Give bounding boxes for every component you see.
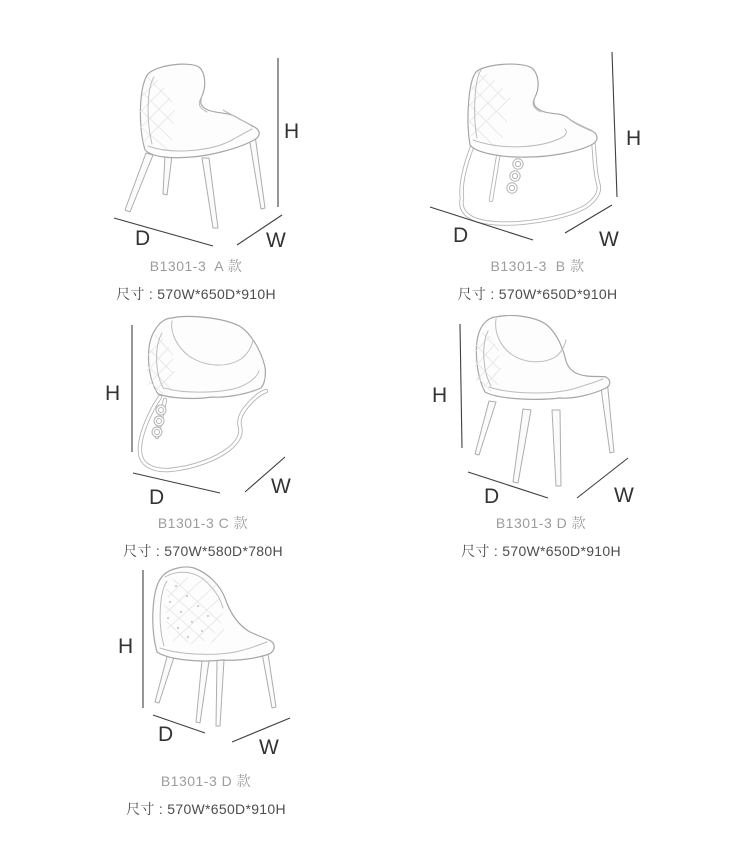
product-size: 尺寸 : 570W*650D*910H	[457, 286, 618, 302]
height-label: H	[105, 382, 121, 405]
depth-dim-line	[468, 472, 548, 498]
product-cell-a	[60, 38, 340, 304]
product-size: 尺寸 : 570W*650D*910H	[126, 801, 286, 817]
depth-label: D	[135, 227, 151, 250]
height-dim-line	[612, 52, 617, 197]
ring-ornament	[507, 159, 523, 193]
product-cell-b	[415, 20, 695, 304]
product-code: B1301-3 D 款	[160, 773, 252, 789]
product-size: 尺寸 : 570W*580D*780H	[123, 543, 283, 559]
chair-b-drawing	[415, 20, 695, 250]
depth-label: D	[158, 723, 174, 746]
product-code: B1301-3 D 款	[495, 515, 587, 531]
depth-dim-line	[114, 218, 213, 246]
height-label: H	[284, 120, 300, 143]
product-size: 尺寸 : 570W*650D*910H	[116, 286, 276, 302]
product-cell-d	[415, 315, 695, 561]
chair-a-drawing	[60, 38, 340, 250]
chair-d-drawing	[415, 315, 695, 507]
chair-c-base	[140, 391, 266, 470]
height-dim-line	[460, 324, 462, 448]
chair-e-drawing	[75, 565, 355, 765]
width-label: W	[271, 475, 291, 498]
height-label: H	[432, 384, 448, 407]
product-code: B1301-3 A 款	[149, 258, 243, 274]
depth-label: D	[149, 486, 165, 507]
width-label: W	[259, 736, 279, 759]
product-cell-e	[75, 565, 355, 819]
product-size: 尺寸 : 570W*650D*910H	[461, 543, 621, 559]
height-label: H	[118, 635, 134, 658]
height-label: H	[626, 127, 642, 150]
chair-c-body	[147, 316, 265, 398]
width-label: W	[614, 484, 634, 507]
product-cell-c	[75, 315, 355, 561]
chair-b-body	[468, 64, 597, 157]
depth-label: D	[453, 224, 469, 247]
product-code: B1301-3 B 款	[490, 258, 585, 274]
width-label: W	[599, 228, 619, 250]
product-code: B1301-3 C 款	[157, 515, 249, 531]
chair-e-body	[153, 567, 274, 661]
chair-d-body	[475, 315, 610, 399]
chair-a-body	[140, 64, 259, 158]
chair-c-drawing	[75, 315, 355, 507]
depth-label: D	[484, 485, 500, 507]
width-label: W	[266, 229, 286, 250]
depth-dim-line	[133, 473, 220, 493]
